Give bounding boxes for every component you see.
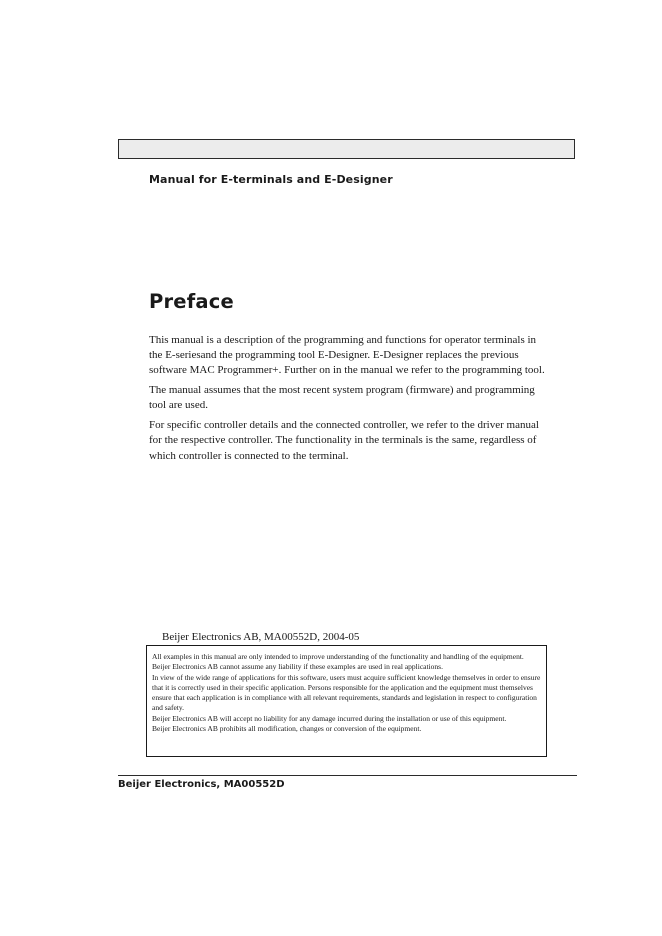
footer-text: Beijer Electronics, MA00552D: [118, 779, 285, 790]
disclaimer-box: [146, 645, 547, 757]
preface-heading: Preface: [149, 290, 234, 313]
disclaimer-line: All examples in this manual are only intended to improve understanding of the functionality and handling of the equipment. Beijer Electronics AB cannot assume any liability if these examples are used in real applications.: [152, 652, 524, 672]
preface-paragraph: The manual assumes that the most recent system program (firmware) and programming tool are used.: [149, 384, 535, 412]
manual-title: Manual for E-terminals and E-Designer: [149, 173, 393, 186]
preface-body: [149, 333, 549, 468]
header-bar: [118, 139, 575, 159]
publisher-line: Beijer Electronics AB, MA00552D, 2004-05: [162, 631, 360, 643]
disclaimer-line: Beijer Electronics AB prohibits all modification, changes or conversion of the equipment.: [152, 724, 422, 734]
disclaimer-line: Beijer Electronics AB will accept no liability for any damage incurred during the installation or use of this equipment.: [152, 713, 507, 723]
footer-divider: [118, 775, 577, 776]
preface-paragraph: For specific controller details and the connected controller, we refer to the driver manual for the respective controller. The functionality in the terminals is the same, regardless of which controller is connected to the terminal.: [149, 419, 539, 462]
preface-paragraph: This manual is a description of the programming and functions for operator terminals in the E-seriesand the programming tool E-Designer. E-Designer replaces the previous software MAC Programmer+. Further on in the manual we refer to the programming tool.: [149, 334, 545, 377]
disclaimer-line: In view of the wide range of applications for this software, users must acquire sufficient knowledge themselves in order to ensure that it is correctly used in their specific application. Persons responsible for the application and the equipment must themselves ensure that each application is in compliance with all relevant requirements, standards and legislation in respect to configuration and safety.: [152, 672, 541, 713]
